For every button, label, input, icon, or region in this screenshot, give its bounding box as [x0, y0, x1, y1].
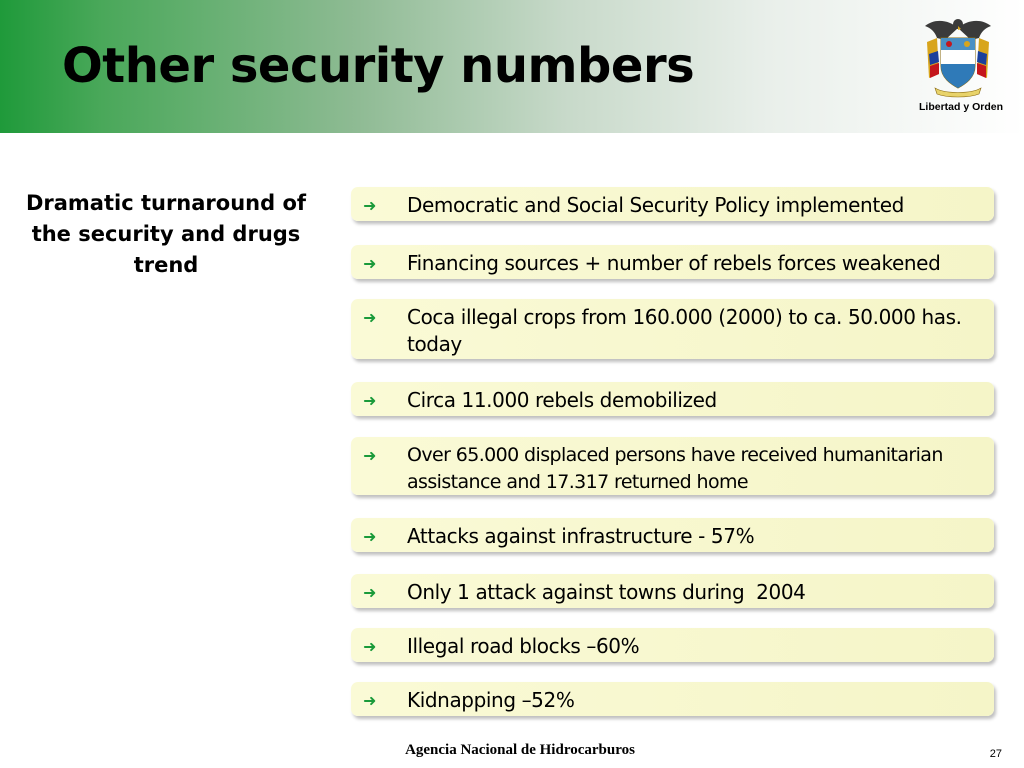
page-number: 27: [989, 748, 1002, 760]
bullet-text: Democratic and Social Security Policy implemented: [407, 193, 904, 217]
emblem-motto: Libertad y Orden: [918, 101, 1003, 113]
page-title: Other security numbers: [62, 38, 695, 94]
bullet-item: [351, 682, 994, 716]
bullet-text: Circa 11.000 rebels demobilized: [407, 388, 717, 412]
right-arrow-icon: ➜: [363, 391, 377, 410]
section-heading: Dramatic turnaround of the security and drugs trend: [25, 191, 307, 277]
coat-of-arms-icon: [921, 14, 995, 100]
bullet-text: Illegal road blocks –60%: [407, 634, 640, 658]
bullet-item: [351, 437, 994, 495]
bullet-item: [351, 518, 994, 552]
footer-organization: Agencia Nacional de Hidrocarburos: [405, 742, 635, 758]
bullet-text: Only 1 attack against towns during 2004: [407, 580, 806, 604]
bullet-text: Attacks against infrastructure - 57%: [407, 524, 755, 548]
bullet-text: Financing sources + number of rebels forces weakened: [407, 251, 941, 275]
right-arrow-icon: ➜: [363, 691, 377, 710]
right-arrow-icon: ➜: [363, 308, 377, 327]
bullet-item: [351, 382, 994, 416]
bullet-item: [351, 628, 994, 662]
bullet-text: Over 65.000 displaced persons have received humanitarian assistance and 17.317 returned home: [407, 444, 943, 493]
bullet-text: Kidnapping –52%: [407, 688, 575, 712]
right-arrow-icon: ➜: [363, 254, 377, 273]
right-arrow-icon: ➜: [363, 446, 377, 465]
right-arrow-icon: ➜: [363, 637, 377, 656]
right-arrow-icon: ➜: [363, 196, 377, 215]
bullet-item: [351, 299, 994, 359]
bullet-item: [351, 187, 994, 221]
right-arrow-icon: ➜: [363, 583, 377, 602]
right-arrow-icon: ➜: [363, 527, 377, 546]
bullet-text: Coca illegal crops from 160.000 (2000) to ca. 50.000 has. today: [407, 305, 962, 356]
bullet-item: [351, 245, 994, 279]
bullet-item: [351, 574, 994, 608]
